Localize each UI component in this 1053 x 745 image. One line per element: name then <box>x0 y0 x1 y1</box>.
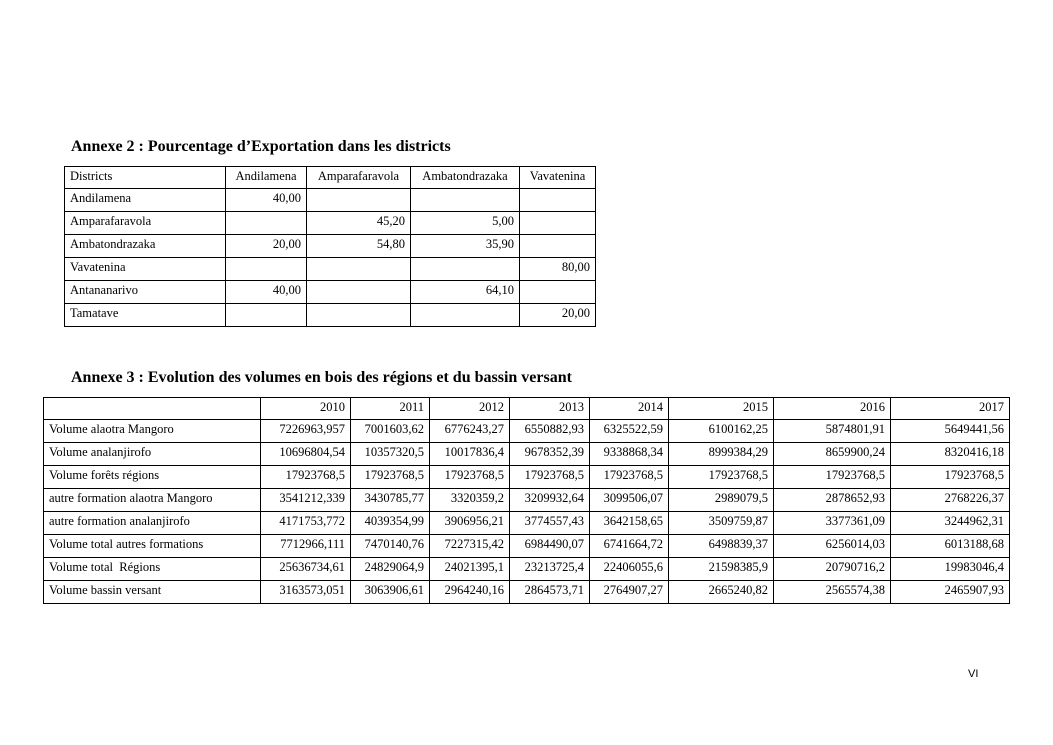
table-cell: 40,00 <box>226 189 307 212</box>
table-row <box>44 443 1010 466</box>
column-header-year: 2011 <box>351 398 430 420</box>
row-label: Amparafaravola <box>65 212 226 235</box>
table-cell: 2565574,38 <box>774 581 891 604</box>
row-label: Vavatenina <box>65 258 226 281</box>
row-label: Volume alaotra Mangoro <box>44 420 261 443</box>
table-cell: 8999384,29 <box>669 443 774 466</box>
table-cell: 25636734,61 <box>261 558 351 581</box>
table-cell: 40,00 <box>226 281 307 304</box>
table-cell: 24829064,9 <box>351 558 430 581</box>
annexe-2-title: Annexe 2 : Pourcentage d’Exportation dans les districts <box>71 138 451 155</box>
table-cell: 17923768,5 <box>261 466 351 489</box>
table-row <box>65 281 596 304</box>
table-cell: 6741664,72 <box>590 535 669 558</box>
table-cell: 2768226,37 <box>891 489 1010 512</box>
table-cell: 3244962,31 <box>891 512 1010 535</box>
table-cell: 2465907,93 <box>891 581 1010 604</box>
table-row <box>65 235 596 258</box>
table-cell: 6100162,25 <box>669 420 774 443</box>
table-cell: 3642158,65 <box>590 512 669 535</box>
table-cell: 6013188,68 <box>891 535 1010 558</box>
table-cell <box>307 258 411 281</box>
table-cell: 5,00 <box>411 212 520 235</box>
table-cell: 4039354,99 <box>351 512 430 535</box>
table-cell <box>226 212 307 235</box>
table-cell: 6325522,59 <box>590 420 669 443</box>
table-cell: 3163573,051 <box>261 581 351 604</box>
table-cell: 20,00 <box>520 304 596 327</box>
table-cell: 6984490,07 <box>510 535 590 558</box>
table-cell: 3320359,2 <box>430 489 510 512</box>
column-header-year: 2010 <box>261 398 351 420</box>
table-row <box>44 489 1010 512</box>
row-label: Volume total autres formations <box>44 535 261 558</box>
column-header: Vavatenina <box>520 167 596 189</box>
table-cell: 9678352,39 <box>510 443 590 466</box>
table-cell: 54,80 <box>307 235 411 258</box>
table-cell <box>520 235 596 258</box>
table-cell: 3377361,09 <box>774 512 891 535</box>
table-cell <box>307 189 411 212</box>
table-row <box>44 466 1010 489</box>
column-header: Amparafaravola <box>307 167 411 189</box>
table-cell: 6256014,03 <box>774 535 891 558</box>
column-header-year: 2014 <box>590 398 669 420</box>
table-row <box>65 258 596 281</box>
table-cell: 17923768,5 <box>590 466 669 489</box>
table-cell <box>411 304 520 327</box>
table-cell: 3430785,77 <box>351 489 430 512</box>
table-cell: 3541212,339 <box>261 489 351 512</box>
table-cell: 7001603,62 <box>351 420 430 443</box>
table-cell: 7470140,76 <box>351 535 430 558</box>
table-cell: 2964240,16 <box>430 581 510 604</box>
table-cell: 2989079,5 <box>669 489 774 512</box>
table-cell: 19983046,4 <box>891 558 1010 581</box>
table-cell: 24021395,1 <box>430 558 510 581</box>
table-cell: 20,00 <box>226 235 307 258</box>
table-cell: 22406055,6 <box>590 558 669 581</box>
annexe-3-title: Annexe 3 : Evolution des volumes en bois des régions et du bassin versant <box>71 369 572 386</box>
table-cell: 7712966,111 <box>261 535 351 558</box>
table-cell: 23213725,4 <box>510 558 590 581</box>
table-row <box>44 512 1010 535</box>
table-row <box>44 581 1010 604</box>
column-header: Andilamena <box>226 167 307 189</box>
table-cell <box>307 281 411 304</box>
table-cell: 10017836,4 <box>430 443 510 466</box>
table-cell: 6550882,93 <box>510 420 590 443</box>
table-cell <box>520 212 596 235</box>
column-header-year: 2013 <box>510 398 590 420</box>
table-cell: 9338868,34 <box>590 443 669 466</box>
table-cell: 21598385,9 <box>669 558 774 581</box>
table-cell: 2665240,82 <box>669 581 774 604</box>
row-label: Ambatondrazaka <box>65 235 226 258</box>
column-header-empty <box>44 398 261 420</box>
row-label: Volume total Régions <box>44 558 261 581</box>
table-cell: 3906956,21 <box>430 512 510 535</box>
table-cell: 6776243,27 <box>430 420 510 443</box>
table-cell: 5649441,56 <box>891 420 1010 443</box>
table-cell <box>411 189 520 212</box>
table-row <box>44 420 1010 443</box>
row-label: Volume bassin versant <box>44 581 261 604</box>
table-cell: 8320416,18 <box>891 443 1010 466</box>
table-cell: 4171753,772 <box>261 512 351 535</box>
table-cell: 17923768,5 <box>351 466 430 489</box>
table-cell: 5874801,91 <box>774 420 891 443</box>
table-header-row <box>44 398 1010 420</box>
table-cell: 2864573,71 <box>510 581 590 604</box>
row-label: Andilamena <box>65 189 226 212</box>
table-cell: 45,20 <box>307 212 411 235</box>
table-row <box>44 535 1010 558</box>
table-header-row <box>65 167 596 189</box>
table-cell: 6498839,37 <box>669 535 774 558</box>
table-cell: 3209932,64 <box>510 489 590 512</box>
row-label: Volume forêts régions <box>44 466 261 489</box>
table-cell: 17923768,5 <box>891 466 1010 489</box>
table-row <box>65 304 596 327</box>
table-cell: 17923768,5 <box>669 466 774 489</box>
export-percentage-table <box>64 166 596 327</box>
column-header-year: 2015 <box>669 398 774 420</box>
table-cell: 80,00 <box>520 258 596 281</box>
table-cell: 2764907,27 <box>590 581 669 604</box>
table-cell: 3063906,61 <box>351 581 430 604</box>
table-row <box>65 189 596 212</box>
row-label: Tamatave <box>65 304 226 327</box>
table-cell: 7227315,42 <box>430 535 510 558</box>
table-cell <box>226 258 307 281</box>
table-cell: 7226963,957 <box>261 420 351 443</box>
table-cell: 20790716,2 <box>774 558 891 581</box>
table-cell <box>307 304 411 327</box>
table-cell: 8659900,24 <box>774 443 891 466</box>
table-cell: 64,10 <box>411 281 520 304</box>
table-cell: 17923768,5 <box>510 466 590 489</box>
table-cell <box>226 304 307 327</box>
table-cell: 17923768,5 <box>774 466 891 489</box>
row-label: Volume analanjirofo <box>44 443 261 466</box>
table-cell <box>520 189 596 212</box>
table-cell: 10696804,54 <box>261 443 351 466</box>
wood-volume-evolution-table <box>43 397 1010 604</box>
row-label: autre formation alaotra Mangoro <box>44 489 261 512</box>
column-header-districts: Districts <box>65 167 226 189</box>
column-header: Ambatondrazaka <box>411 167 520 189</box>
page-number: VI <box>968 668 979 680</box>
table-row <box>44 558 1010 581</box>
table-cell: 2878652,93 <box>774 489 891 512</box>
column-header-year: 2017 <box>891 398 1010 420</box>
table-cell: 35,90 <box>411 235 520 258</box>
row-label: autre formation analanjirofo <box>44 512 261 535</box>
table-cell: 3774557,43 <box>510 512 590 535</box>
table-cell: 10357320,5 <box>351 443 430 466</box>
column-header-year: 2012 <box>430 398 510 420</box>
column-header-year: 2016 <box>774 398 891 420</box>
row-label: Antananarivo <box>65 281 226 304</box>
table-cell: 3509759,87 <box>669 512 774 535</box>
table-cell <box>411 258 520 281</box>
table-cell: 17923768,5 <box>430 466 510 489</box>
table-row <box>65 212 596 235</box>
table-cell: 3099506,07 <box>590 489 669 512</box>
table-cell <box>520 281 596 304</box>
